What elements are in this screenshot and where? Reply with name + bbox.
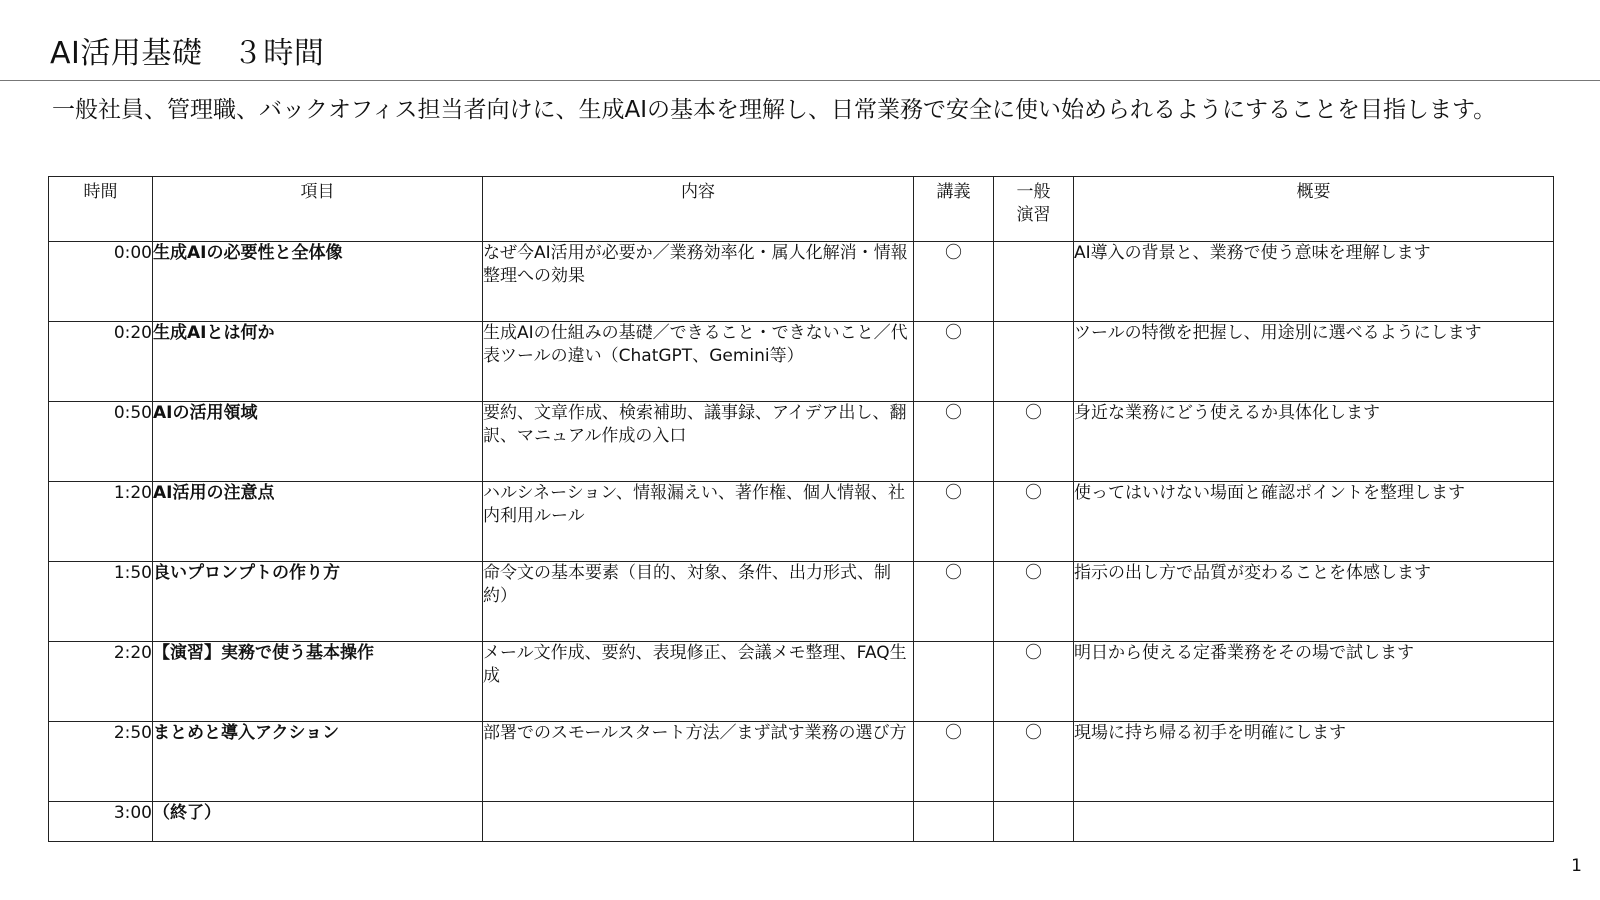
row-exercise-mark bbox=[994, 322, 1074, 402]
row-lecture-mark: 〇 bbox=[914, 562, 994, 642]
header-exercise: 一般 演習 bbox=[994, 177, 1074, 242]
row-summary: 明日から使える定番業務をその場で試します bbox=[1074, 642, 1554, 722]
row-time: 0:00 bbox=[49, 242, 153, 322]
row-item: 【演習】実務で使う基本操作 bbox=[153, 642, 483, 722]
row-content bbox=[483, 802, 914, 842]
row-content: 部署でのスモールスタート方法／まず試す業務の選び方 bbox=[483, 722, 914, 802]
row-item: AIの活用領域 bbox=[153, 402, 483, 482]
row-lecture-mark: 〇 bbox=[914, 322, 994, 402]
row-item: 生成AIとは何か bbox=[153, 322, 483, 402]
table-row bbox=[49, 482, 1554, 562]
row-content: ハルシネーション、情報漏えい、著作権、個人情報、社内利用ルール bbox=[483, 482, 914, 562]
row-exercise-mark: 〇 bbox=[994, 402, 1074, 482]
row-item: （終了） bbox=[153, 802, 483, 842]
row-summary: 指示の出し方で品質が変わることを体感します bbox=[1074, 562, 1554, 642]
row-time: 1:20 bbox=[49, 482, 153, 562]
row-exercise-mark: 〇 bbox=[994, 642, 1074, 722]
row-lecture-mark: 〇 bbox=[914, 722, 994, 802]
row-summary: AI導入の背景と、業務で使う意味を理解します bbox=[1074, 242, 1554, 322]
row-item: AI活用の注意点 bbox=[153, 482, 483, 562]
intro-text: 一般社員、管理職、バックオフィス担当者向けに、生成AIの基本を理解し、日常業務で安全に使い始められるようにすることを目指します。 bbox=[52, 97, 1497, 123]
row-content: 要約、文章作成、検索補助、議事録、アイデア出し、翻訳、マニュアル作成の入口 bbox=[483, 402, 914, 482]
row-time: 0:20 bbox=[49, 322, 153, 402]
row-summary: 現場に持ち帰る初手を明確にします bbox=[1074, 722, 1554, 802]
row-item: まとめと導入アクション bbox=[153, 722, 483, 802]
title-divider bbox=[0, 80, 1600, 81]
row-exercise-mark bbox=[994, 802, 1074, 842]
table-header-row bbox=[49, 177, 1554, 242]
row-content: メール文作成、要約、表現修正、会議メモ整理、FAQ生成 bbox=[483, 642, 914, 722]
row-summary: 使ってはいけない場面と確認ポイントを整理します bbox=[1074, 482, 1554, 562]
row-summary: 身近な業務にどう使えるか具体化します bbox=[1074, 402, 1554, 482]
table-row bbox=[49, 402, 1554, 482]
header-time: 時間 bbox=[49, 177, 153, 242]
row-lecture-mark bbox=[914, 802, 994, 842]
row-summary: ツールの特徴を把握し、用途別に選べるようにします bbox=[1074, 322, 1554, 402]
row-exercise-mark: 〇 bbox=[994, 482, 1074, 562]
row-item: 生成AIの必要性と全体像 bbox=[153, 242, 483, 322]
table-row bbox=[49, 642, 1554, 722]
row-content: 命令文の基本要素（目的、対象、条件、出力形式、制約） bbox=[483, 562, 914, 642]
row-lecture-mark: 〇 bbox=[914, 242, 994, 322]
row-time: 3:00 bbox=[49, 802, 153, 842]
row-content: 生成AIの仕組みの基礎／できること・できないこと／代表ツールの違い（ChatGPT、Gemini等） bbox=[483, 322, 914, 402]
schedule-table bbox=[48, 176, 1554, 842]
table-row bbox=[49, 722, 1554, 802]
table-row bbox=[49, 802, 1554, 842]
page-number: 1 bbox=[1571, 856, 1582, 876]
header-summary: 概要 bbox=[1074, 177, 1554, 242]
header-lecture: 講義 bbox=[914, 177, 994, 242]
header-content: 内容 bbox=[483, 177, 914, 242]
row-item: 良いプロンプトの作り方 bbox=[153, 562, 483, 642]
table-row bbox=[49, 562, 1554, 642]
row-exercise-mark: 〇 bbox=[994, 562, 1074, 642]
table-row bbox=[49, 322, 1554, 402]
row-lecture-mark: 〇 bbox=[914, 482, 994, 562]
header-item: 項目 bbox=[153, 177, 483, 242]
row-exercise-mark: 〇 bbox=[994, 722, 1074, 802]
row-time: 2:20 bbox=[49, 642, 153, 722]
row-time: 1:50 bbox=[49, 562, 153, 642]
row-summary bbox=[1074, 802, 1554, 842]
row-time: 2:50 bbox=[49, 722, 153, 802]
row-time: 0:50 bbox=[49, 402, 153, 482]
slide-title: AI活用基礎 ３時間 bbox=[50, 36, 325, 71]
table-row bbox=[49, 242, 1554, 322]
row-content: なぜ今AI活用が必要か／業務効率化・属人化解消・情報整理への効果 bbox=[483, 242, 914, 322]
row-lecture-mark: 〇 bbox=[914, 402, 994, 482]
row-exercise-mark bbox=[994, 242, 1074, 322]
row-lecture-mark bbox=[914, 642, 994, 722]
